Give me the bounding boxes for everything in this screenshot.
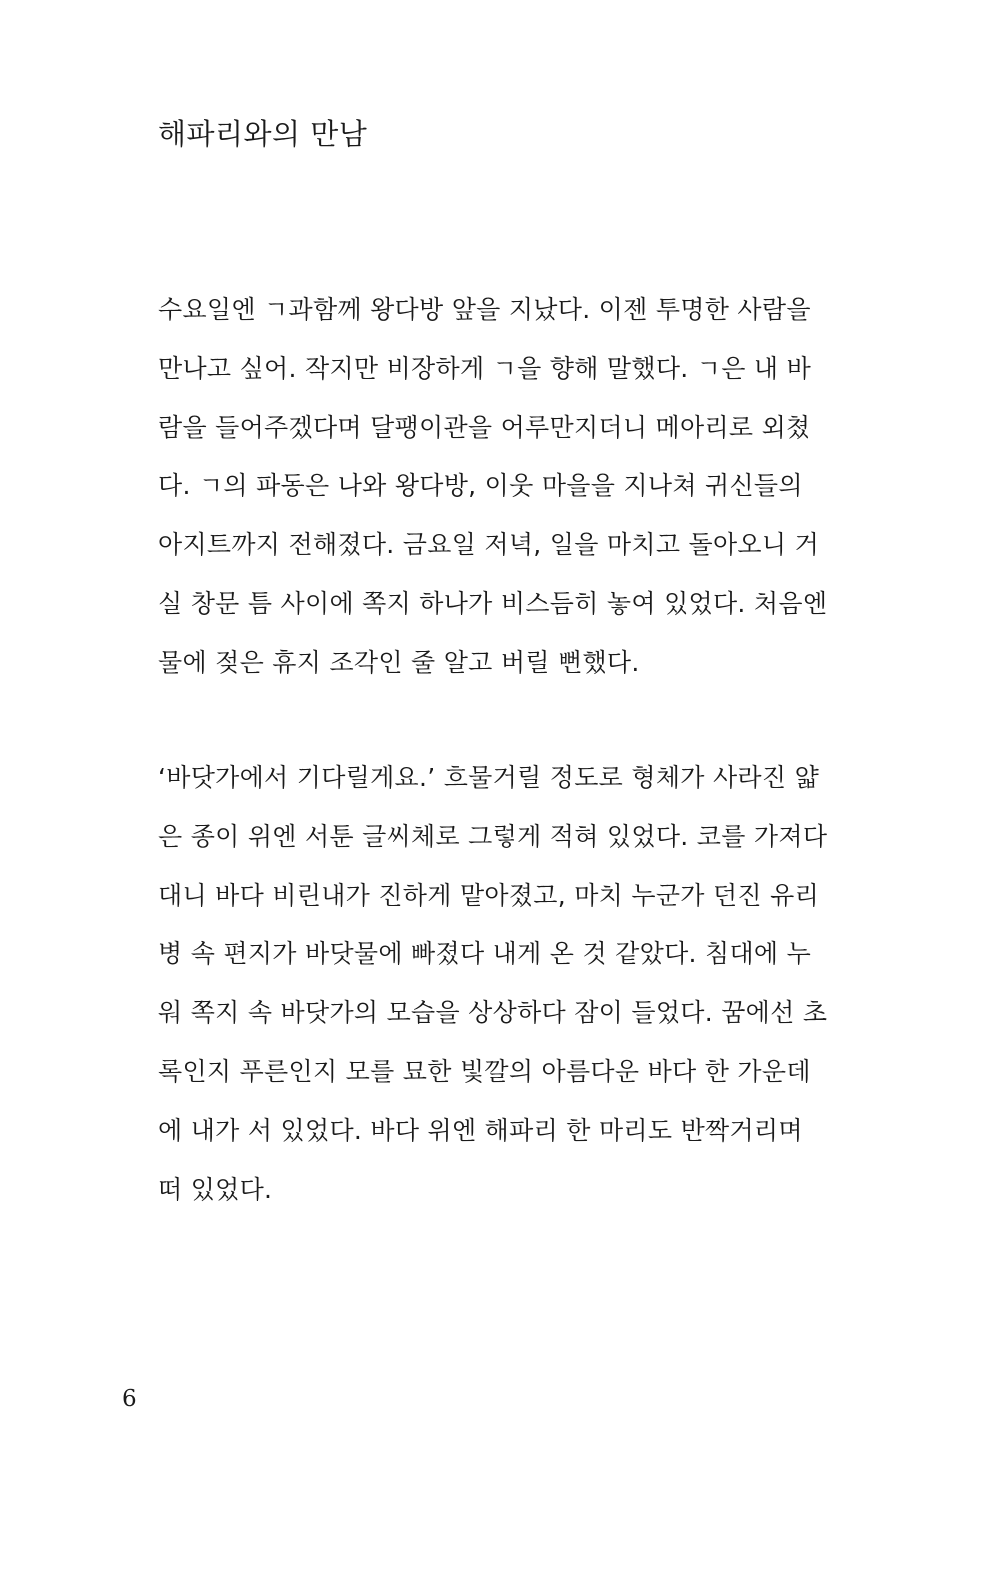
text-line: 다. ㄱ의 파동은 나와 왕다방, 이웃 마을을 지나쳐 귀신들의 [158, 471, 803, 501]
paragraph-2 [158, 758, 838, 1228]
paragraph-1 [158, 290, 838, 702]
page-number: 6 [122, 1386, 137, 1412]
text-line: 워 쪽지 속 바닷가의 모습을 상상하다 잠이 들었다. 꿈에선 초 [158, 998, 828, 1028]
text-line: ‘바닷가에서 기다릴게요.’ 흐물거릴 정도로 형체가 사라진 얇 [158, 763, 820, 792]
text-line: 에 내가 서 있었다. 바다 위엔 해파리 한 마리도 반짝거리며 [158, 1115, 803, 1145]
text-line: 대니 바다 비린내가 진하게 맡아졌고, 마치 누군가 던진 유리 [158, 880, 820, 910]
text-line: 아지트까지 전해졌다. 금요일 저녁, 일을 마치고 돌아오니 거 [158, 530, 820, 560]
text-line: 물에 젖은 휴지 조각인 줄 알고 버릴 뻔했다. [158, 647, 640, 677]
chapter-title: 해파리와의 만남 [158, 117, 368, 151]
text-line: 실 창문 틈 사이에 쪽지 하나가 비스듬히 놓여 있었다. 처음엔 [158, 588, 828, 618]
text-line: 병 속 편지가 바닷물에 빠졌다 내게 온 것 같았다. 침대에 누 [158, 939, 812, 969]
text-line: 만나고 싶어. 작지만 비장하게 ㄱ을 향해 말했다. ㄱ은 내 바 [158, 353, 812, 383]
text-line: 수요일엔 ㄱ과함께 왕다방 앞을 지났다. 이젠 투명한 사람을 [158, 295, 811, 324]
text-line: 은 종이 위엔 서툰 글씨체로 그렇게 적혀 있었다. 코를 가져다 [158, 821, 828, 851]
text-line: 람을 들어주겠다며 달팽이관을 어루만지더니 메아리로 외쳤 [158, 412, 811, 442]
text-line: 록인지 푸른인지 모를 묘한 빛깔의 아름다운 바다 한 가운데 [158, 1056, 811, 1086]
text-line: 떠 있었다. [158, 1174, 273, 1204]
